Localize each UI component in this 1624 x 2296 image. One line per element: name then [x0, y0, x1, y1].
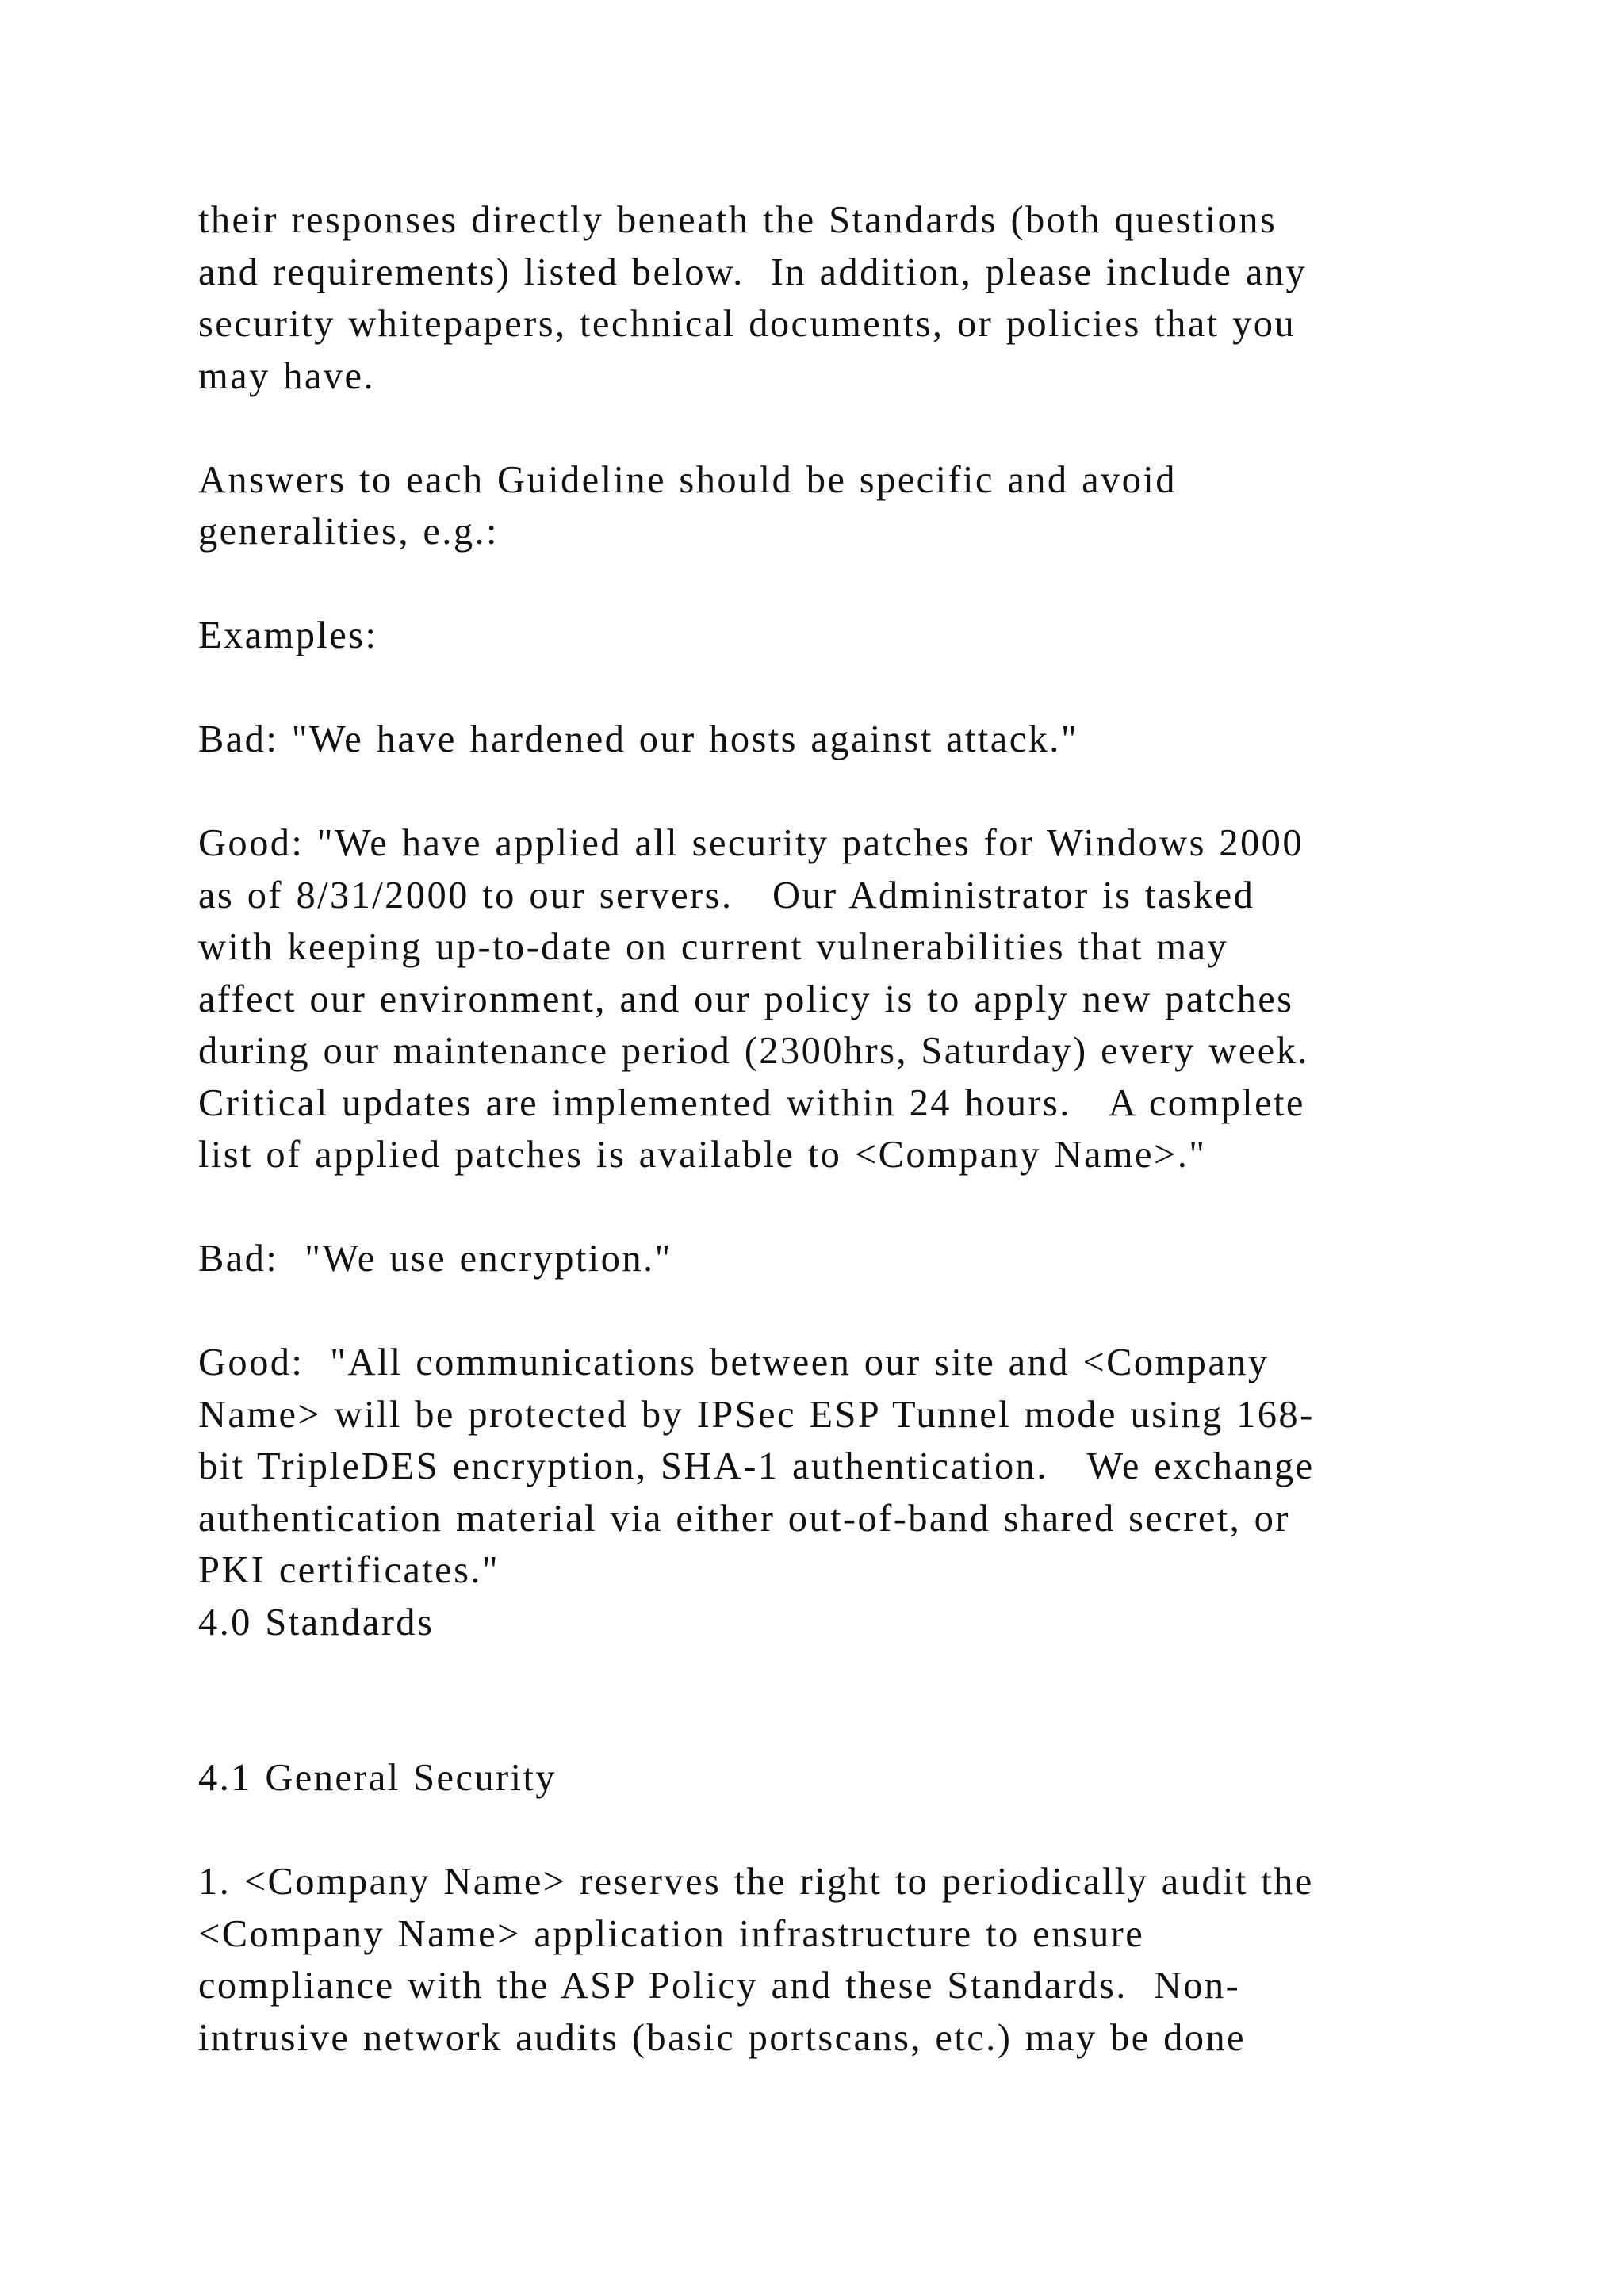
text-line: and requirements) listed below. In addition, please include any	[198, 251, 1308, 293]
bad-example-1: Bad: "We have hardened our hosts against attack."	[198, 718, 1079, 760]
good-example-2	[198, 1337, 1546, 1597]
text-line: security whitepapers, technical documents, or policies that you	[198, 303, 1297, 345]
text-line: Critical updates are implemented within 24 hours. A complete	[198, 1081, 1305, 1124]
text-line: authentication material via either out-of-band shared secret, or	[198, 1497, 1290, 1540]
spacer	[198, 1285, 1546, 1337]
subsection-heading: 4.1 General Security	[198, 1757, 557, 1799]
text-line: generalities, e.g.:	[198, 511, 499, 553]
text-line: list of applied patches is available to <Company Name>."	[198, 1134, 1207, 1176]
spacer	[198, 662, 1546, 714]
intro-paragraph	[198, 194, 1546, 402]
spacer	[198, 1648, 1546, 1752]
spacer	[198, 766, 1546, 818]
bad-example-2: Bad: "We use encryption."	[198, 1238, 672, 1280]
text-line: compliance with the ASP Policy and these Standards. Non-	[198, 1965, 1241, 2007]
text-line: bit TripleDES encryption, SHA-1 authentication. We exchange	[198, 1445, 1315, 1487]
text-line: as of 8/31/2000 to our servers. Our Administrator is tasked	[198, 874, 1255, 916]
text-line: Answers to each Guideline should be specific and avoid	[198, 458, 1177, 501]
text-line: may have.	[198, 354, 375, 397]
text-line: PKI certificates."	[198, 1549, 500, 1591]
text-line: with keeping up-to-date on current vulnerabilities that may	[198, 926, 1229, 968]
spacer	[198, 1181, 1546, 1234]
examples-label: Examples:	[198, 614, 378, 656]
text-line: Name> will be protected by IPSec ESP Tunnel mode using 168-	[198, 1393, 1315, 1436]
spacer	[198, 402, 1546, 454]
spacer	[198, 1804, 1546, 1857]
text-line: <Company Name> application infrastructure to ensure	[198, 1912, 1145, 1955]
text-line: Good: "All communications between our site and <Company	[198, 1341, 1270, 1383]
document-body	[198, 194, 1546, 2064]
text-line: during our maintenance period (2300hrs, Saturday) every week.	[198, 1030, 1309, 1072]
section-heading: 4.0 Standards	[198, 1601, 435, 1644]
good-example-1	[198, 817, 1546, 1181]
spacer	[198, 558, 1546, 610]
text-line: Good: "We have applied all security patches for Windows 2000	[198, 822, 1304, 864]
text-line: their responses directly beneath the Standards (both questions	[198, 199, 1277, 241]
text-line: 1. <Company Name> reserves the right to periodically audit the	[198, 1861, 1314, 1903]
text-line: intrusive network audits (basic portscans, etc.) may be done	[198, 2016, 1246, 2059]
answers-paragraph	[198, 454, 1546, 558]
text-line: affect our environment, and our policy is to apply new patches	[198, 978, 1294, 1020]
numbered-item-1	[198, 1856, 1546, 2064]
